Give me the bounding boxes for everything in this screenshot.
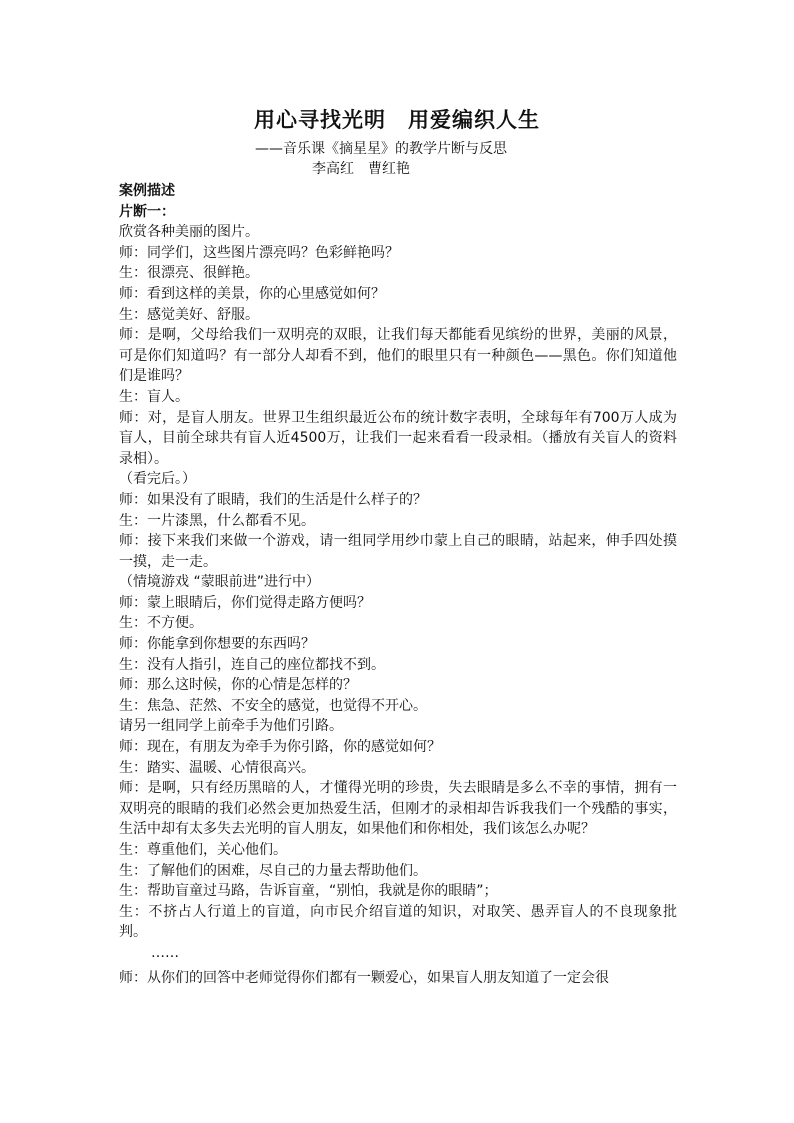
body-paragraph: 生：很漂亮、很鲜艳。 (119, 265, 259, 282)
document-title: 用心寻找光明 用爱编织人生 (254, 108, 540, 132)
body-paragraph: 师：同学们，这些图片漂亮吗？色彩鲜艳吗？ (119, 244, 399, 261)
body-paragraph: 生：盲人。 (119, 388, 189, 405)
body-paragraph: 师：现在，有朋友为牵手为你引路，你的感觉如何？ (119, 739, 441, 756)
body-paragraph: 生：一片漆黑，什么都看不见。 (119, 512, 315, 529)
body-paragraph: 欣赏各种美丽的图片。 (119, 224, 259, 241)
body-paragraph: 师：如果没有了眼睛，我们的生活是什么样子的？ (119, 491, 427, 508)
body-paragraph: 师：对，是盲人朋友。世界卫生组织最近公布的统计数字表明，全球每年有700万人成为盲人，目前全球共有盲人近4500万，让我们一起来看看一段录相。（播放有关盲人的资料录相）。 (119, 409, 677, 467)
body-paragraph: （情境游戏 “蒙眼前进”进行中） (119, 574, 320, 591)
body-paragraph: 生：不方便。 (119, 615, 203, 632)
body-paragraph: （看完后。） (119, 471, 196, 488)
body-paragraph: 生：不挤占人行道上的盲道，向市民介绍盲道的知识，对取笑、愚弄盲人的不良现象批判。 (119, 903, 677, 941)
body-paragraph: 生：了解他们的困难，尽自己的力量去帮助他们。 (119, 862, 427, 879)
body-paragraph: 师：从你们的回答中老师觉得你们都有一颗爱心，如果盲人朋友知道了一定会很 (119, 969, 609, 986)
body-paragraph: 师：接下来我们来做一个游戏，请一组同学用纱巾蒙上自己的眼睛，站起来，伸手四处摸一摸，走一走。 (119, 533, 677, 570)
document-authors: 李高红 曹红艳 (312, 161, 410, 177)
body-paragraph: 生：没有人指引，连自己的座位都找不到。 (119, 656, 385, 673)
body-paragraph: 师：蒙上眼睛后，你们觉得走路方便吗？ (119, 594, 371, 611)
body-paragraph: 师：是啊，父母给我们一双明亮的双眼，让我们每天都能看见缤纷的世界，美丽的风景，可是你们知道吗？有一部分人却看不到，他们的眼里只有一种颜色——黑色。你们知道他们是谁吗？ (119, 327, 677, 385)
body-paragraph: 师：那么这时候，你的心情是怎样的？ (119, 677, 357, 694)
body-paragraph: 师：你能拿到你想要的东西吗？ (119, 636, 315, 653)
ellipsis-line: …… (151, 944, 179, 961)
body-paragraph: 师：是啊，只有经历黑暗的人，才懂得光明的珍贵，失去眼睛是多么不幸的事情，拥有一双明亮的眼睛的我们必然会更加热爱生活，但刚才的录相却告诉我我们一个残酷的事实，生活中却有太多失去光明的盲人朋友，如果他们和你相处，我们该怎么办呢？ (119, 780, 677, 838)
section-heading: 案例描述 (119, 183, 175, 199)
body-paragraph: 师：看到这样的美景，你的心里感觉如何？ (119, 285, 385, 302)
body-paragraph: 生：帮助盲童过马路，告诉盲童，“别怕，我就是你的眼睛”； (119, 883, 498, 900)
document-subtitle: ——音乐课《摘星星》的教学片断与反思 (255, 141, 507, 157)
section-heading: 片断一： (119, 203, 175, 220)
body-paragraph: 生：尊重他们，关心他们。 (119, 842, 287, 858)
document-body (119, 181, 677, 988)
body-paragraph: 请另一组同学上前牵手为他们引路。 (119, 718, 343, 735)
body-paragraph: 生：焦急、茫然、不安全的感觉，也觉得不开心。 (119, 697, 427, 714)
body-paragraph: 生：感觉美好、舒服。 (119, 306, 259, 323)
body-paragraph: 生：踏实、温暖、心情很高兴。 (119, 759, 315, 776)
